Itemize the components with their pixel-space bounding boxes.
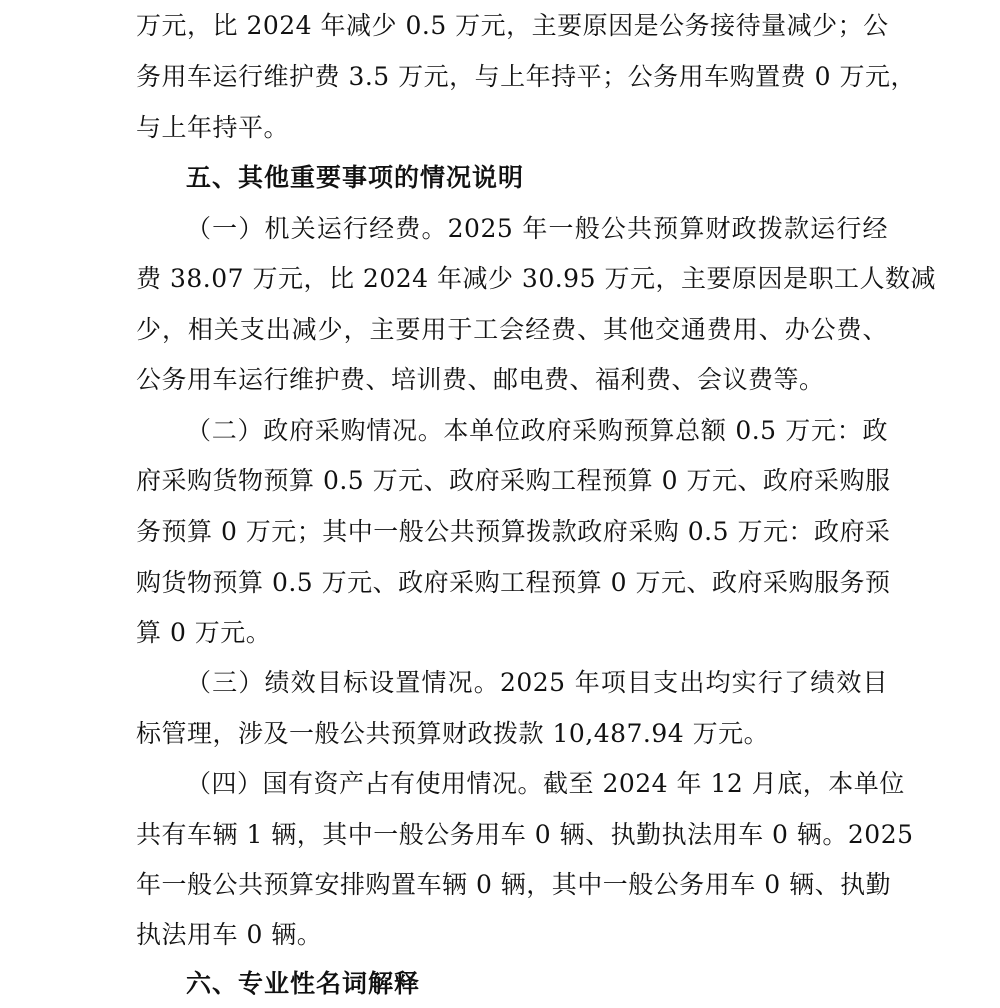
- paragraph-line: 购货物预算 0.5 万元、政府采购工程预算 0 万元、政府采购服务预: [136, 568, 891, 597]
- paragraph-line: 执法用车 0 辆。: [136, 920, 323, 949]
- section-heading: 五、其他重要事项的情况说明: [186, 163, 525, 192]
- paragraph-line: 务预算 0 万元；其中一般公共预算拨款政府采购 0.5 万元：政府采: [136, 517, 891, 546]
- paragraph-line: 府采购货物预算 0.5 万元、政府采购工程预算 0 万元、政府采购服: [136, 466, 891, 495]
- paragraph-line: 公务用车运行维护费、培训费、邮电费、福利费、会议费等。: [136, 365, 825, 394]
- paragraph-line: （四）国有资产占有使用情况。截至 2024 年 12 月底，本单位: [186, 769, 905, 798]
- paragraph-line: 算 0 万元。: [136, 618, 272, 647]
- paragraph-line: 年一般公共预算安排购置车辆 0 辆，其中一般公务用车 0 辆、执勤: [136, 870, 892, 899]
- paragraph-line: 费 38.07 万元，比 2024 年减少 30.95 万元，主要原因是职工人数减: [136, 264, 936, 293]
- section-heading: 六、专业性名词解释: [186, 969, 421, 998]
- paragraph-line: 务用车运行维护费 3.5 万元，与上年持平；公务用车购置费 0 万元，: [136, 62, 916, 91]
- paragraph-line: 与上年持平。: [136, 113, 290, 142]
- paragraph-line: （二）政府采购情况。本单位政府采购预算总额 0.5 万元：政: [186, 416, 888, 445]
- paragraph-line: 共有车辆 1 辆，其中一般公务用车 0 辆、执勤执法用车 0 辆。2025: [136, 820, 914, 849]
- paragraph-line: （一）机关运行经费。2025 年一般公共预算财政拨款运行经: [186, 214, 888, 243]
- paragraph-line: （三）绩效目标设置情况。2025 年项目支出均实行了绩效目: [186, 668, 888, 697]
- paragraph-line: 标管理，涉及一般公共预算财政拨款 10,487.94 万元。: [136, 719, 770, 748]
- paragraph-line: 少，相关支出减少，主要用于工会经费、其他交通费用、办公费、: [136, 315, 888, 344]
- paragraph-line: 万元，比 2024 年减少 0.5 万元，主要原因是公务接待量减少；公: [136, 11, 889, 40]
